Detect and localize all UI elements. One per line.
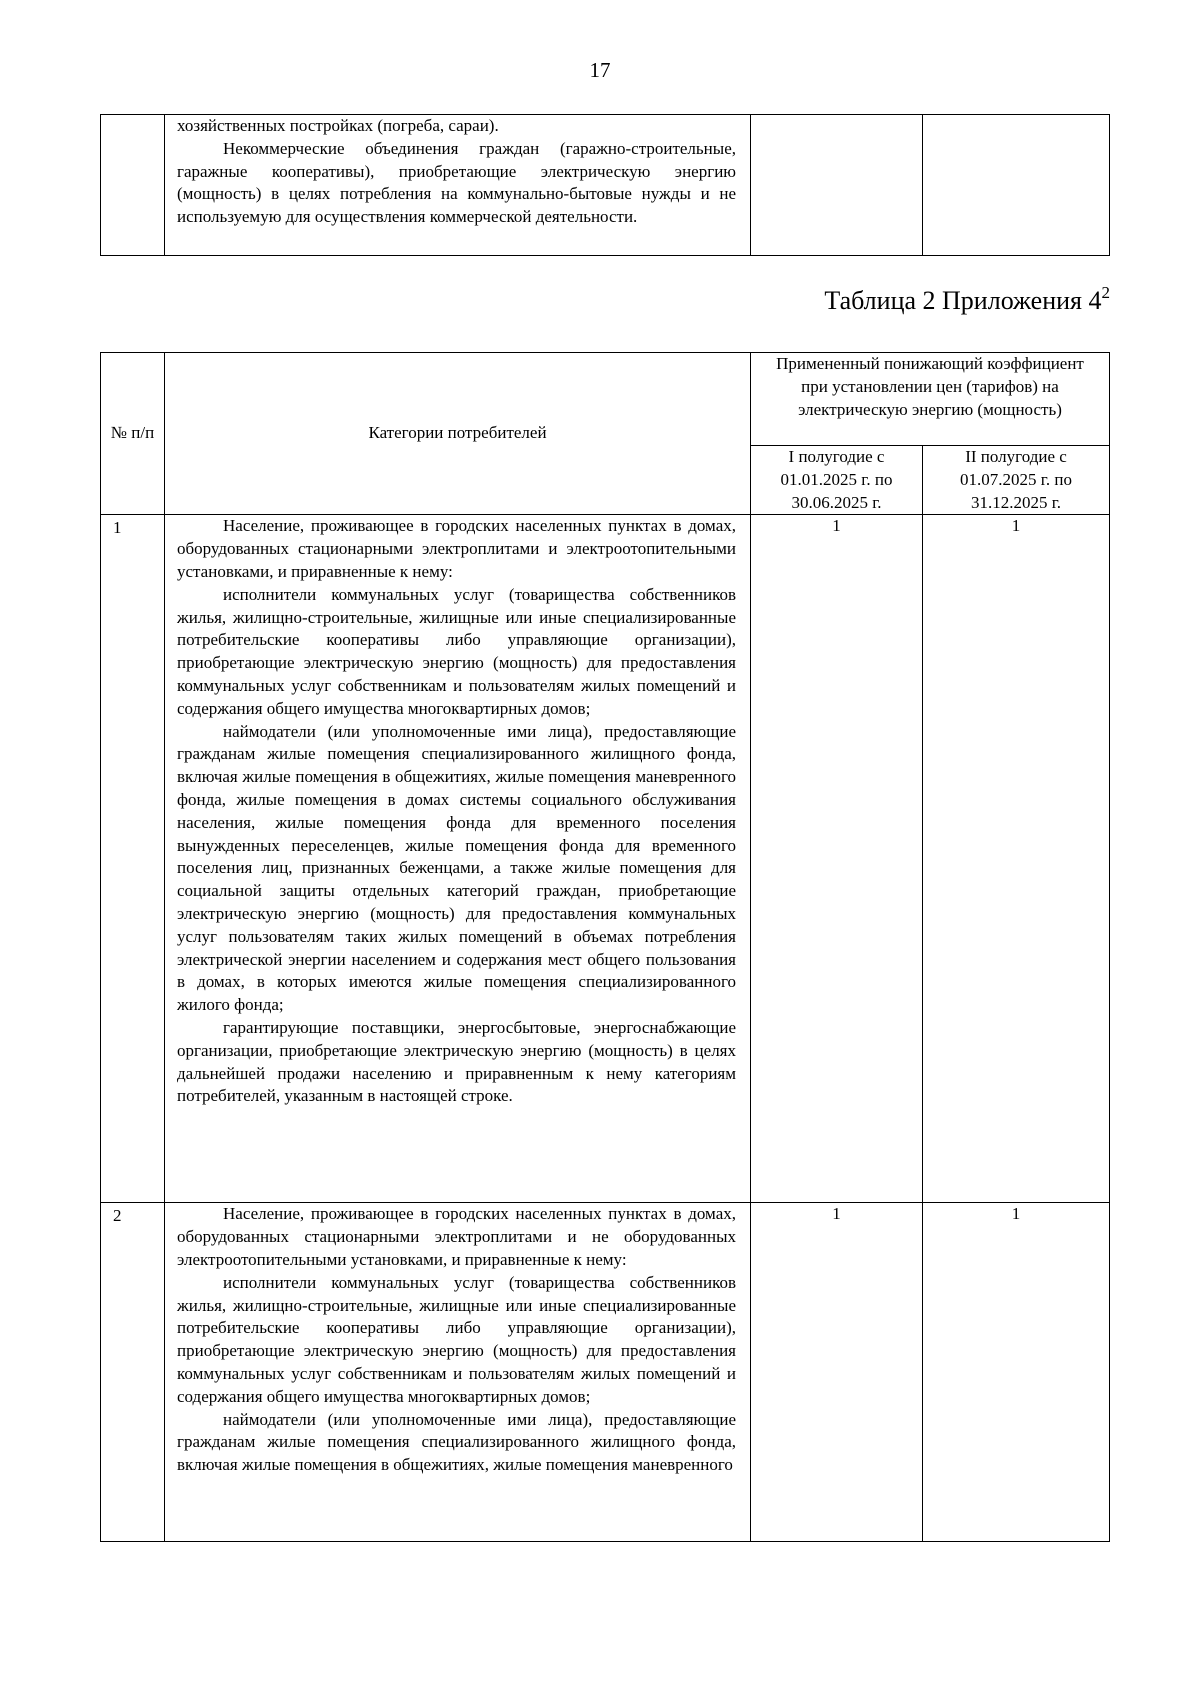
coef-value-period1: 1 xyxy=(751,515,923,1203)
header-number: № п/п xyxy=(101,353,165,515)
table-row xyxy=(101,115,1110,256)
row-number: 1 xyxy=(101,515,165,1203)
category-paragraph: наймодатели (или уполномоченные ими лица), предоставляющие гражданам жилые помещения специализированного жилищного фонда, включая жилые помещения в общежитиях, жилые помещения маневренного xyxy=(177,1409,736,1475)
table-row xyxy=(101,1203,1110,1542)
header-period1: I полугодие с 01.01.2025 г. по 30.06.2025 г. xyxy=(751,446,923,515)
category-cell xyxy=(165,115,751,256)
header-category: Категории потребителей xyxy=(165,353,751,515)
table-title xyxy=(824,283,1110,316)
continuation-paragraph: Некоммерческие объединения граждан (гаражно-строительные, гаражные кооперативы), приобретающие электрическую энергию (мощность) в целях потребления на коммунально-бытовые нужды и не используемую для осуществления коммерческой деятельности. xyxy=(177,138,736,227)
category-paragraph: Население, проживающее в городских населенных пунктах в домах, оборудованных стационарными электроплитами и не оборудованных электроотопительными установками, и приравненные к нему: xyxy=(177,1204,736,1269)
coef-value-period1: 1 xyxy=(751,1203,923,1542)
number-cell xyxy=(101,115,165,256)
category-paragraph: гарантирующие поставщики, энергосбытовые, энергоснабжающие организации, приобретающие электрическую энергию (мощность) в целях дальнейшей продажи населению и приравненным к нему категориям потребителей, указанным в настоящей строке. xyxy=(177,1017,736,1106)
header-row xyxy=(101,353,1110,446)
page-number: 17 xyxy=(589,58,611,82)
coef-value-period2: 1 xyxy=(923,1203,1110,1542)
continuation-paragraph: хозяйственных постройках (погреба, сараи). xyxy=(177,116,499,135)
category-paragraph: исполнители коммунальных услуг (товарищества собственников жилья, жилищно-строительные, жилищные или иные специализированные потребительские кооперативы либо управляющие организации), приобретающие электрическую энергию (мощность) для предоставления коммунальных услуг собственникам и пользователям жилых помещений и содержания общего имущества многоквартирных домов; xyxy=(177,1272,736,1406)
category-paragraph: исполнители коммунальных услуг (товарищества собственников жилья, жилищно-строительные, жилищные или иные специализированные потребительские кооперативы либо управляющие организации), приобретающие электрическую энергию (мощность) для предоставления коммунальных услуг собственникам и пользователям жилых помещений и содержания общего имущества многоквартирных домов; xyxy=(177,584,736,718)
header-period2: II полугодие с 01.07.2025 г. по 31.12.2025 г. xyxy=(923,446,1110,515)
category-cell xyxy=(165,1203,751,1542)
coef-cell-period1 xyxy=(751,115,923,256)
category-paragraph: наймодатели (или уполномоченные ими лица), предоставляющие гражданам жилые помещения специализированного жилищного фонда, включая жилые помещения в общежитиях, жилые помещения маневренного фонда, жилые помещения в домах системы социального обслуживания населения, жилые помещения фонда для временного поселения вынужденных переселенцев, жилые помещения фонда для временного поселения лиц, признанных беженцами, а также жилые помещения для социальной защиты отдельных категорий граждан, приобретающие электрическую энергию (мощность) для предоставления коммунальных услуг пользователям таких жилых помещений в объемах потребления электрической энергии населением и содержания мест общего пользования в домах, в которых имеются жилые помещения специализированного жилого фонда; xyxy=(177,721,736,1015)
table-title-text: Таблица 2 Приложения 4 xyxy=(824,286,1102,315)
coefficients-table xyxy=(100,352,1110,1542)
coef-value-period2: 1 xyxy=(923,515,1110,1203)
table-title-superscript: 2 xyxy=(1101,283,1110,302)
table-row xyxy=(101,515,1110,1203)
category-cell xyxy=(165,515,751,1203)
row-number: 2 xyxy=(101,1203,165,1542)
continuation-table xyxy=(100,114,1110,256)
coef-cell-period2 xyxy=(923,115,1110,256)
header-coefficient: Примененный понижающий коэффициент при установлении цен (тарифов) на электрическую энергию (мощность) xyxy=(751,353,1110,446)
category-paragraph: Население, проживающее в городских населенных пунктах в домах, оборудованных стационарными электроплитами и электроотопительными установками, и приравненные к нему: xyxy=(177,516,736,581)
